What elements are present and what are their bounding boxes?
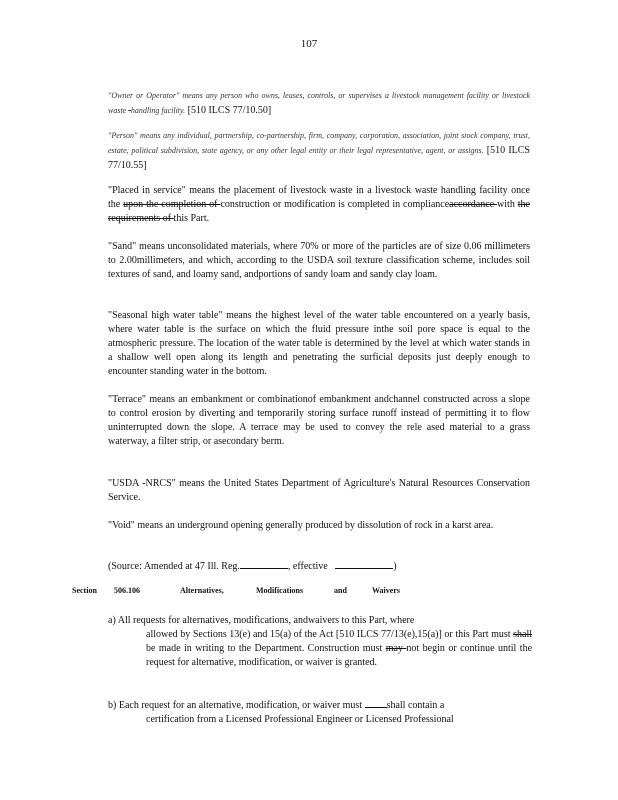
section-title-word: Modifications	[256, 586, 304, 595]
section-title-word: Waivers	[372, 586, 400, 595]
item-body	[108, 628, 532, 670]
blank-line	[365, 698, 387, 708]
deleted-text: may	[385, 643, 407, 654]
definition-usda-nrcs: "USDA -NRCS" means the United States Department of Agriculture's Natural Resources Conservation Service.	[108, 478, 530, 503]
definition-seasonal-high-water-table: "Seasonal high water table" means the highest level of the water table encountered on a yearly basis, where water table is the surface on which the fluid pressure inthe soil pore space is equal to the atmospheric pressure. The location of the water table is determined by the level at which water stands in a shallow well open along its length and penetrating the surficial deposits just deeply enough to encounter standing water in the bottom.	[108, 310, 530, 377]
definition-text: means any individual, partnership, co-partnership, firm, company, corporation, association, joint stock company, trust, estate, political subdivision, state agency, or any other legal entity or their legal representative, agent, or assigns.	[108, 131, 530, 155]
source-text: )	[393, 561, 397, 572]
statute-citation: [510 ILCS 77/10.50]	[185, 105, 272, 116]
deleted-text: shall	[513, 629, 532, 640]
deleted-text: -	[128, 106, 131, 115]
definition-person	[108, 128, 530, 173]
deleted-text: the requirements of	[108, 199, 530, 224]
item-lead: a) All requests for alternatives, modifications, andwaivers to this Part, where	[108, 615, 415, 626]
definition-text: means any person who owns, leases, controls, or supervises a livestock management facility or livestock waste	[108, 91, 530, 115]
deleted-text: upon the completion of	[123, 199, 221, 210]
item-text: b) Each request for an alternative, modification, or waiver must	[108, 700, 365, 711]
item-text: not begin or continue until the request for alternative, modification, or waiver is granted.	[146, 643, 533, 668]
page-number: 107	[300, 38, 318, 50]
section-title-word: and	[334, 586, 347, 595]
item-lead	[108, 698, 532, 713]
source-text: (Source: Amended at 47 Ill. Reg.	[108, 561, 240, 572]
definition-sand: "Sand" means unconsolidated materials, where 70% or more of the particles are of size 0.06 millimeters to 2.00millimeters, and which, according to the USDA soil texture classification scheme, includes soil textures of sand, and loamy sand, andportions of sandy loam and sandy clay loam.	[108, 241, 530, 280]
section-label: Section	[72, 586, 97, 595]
blank-line	[335, 559, 393, 569]
definition-term: "Owner or Operator"	[108, 91, 180, 100]
definition-text: construction or modification is completed in compliance	[220, 199, 450, 210]
definition-text-continued: handling facility.	[130, 106, 186, 115]
list-item-b	[108, 698, 532, 727]
definition-text: this Part.	[173, 213, 210, 224]
definition-placed-in-service	[108, 184, 530, 226]
deleted-text: accordance	[449, 199, 498, 210]
statute-citation: [510 ILCS 77/10.55]	[108, 145, 530, 171]
section-number: 506.106	[114, 586, 140, 595]
blank-line	[240, 559, 288, 569]
definition-term: "Person"	[108, 131, 138, 140]
section-title-word: Alternatives,	[180, 586, 224, 595]
definition-terrace: "Terrace" means an embankment or combinationof embankment andchannel constructed across a slope to control erosion by diverting and temporarily storing surface runoff instead of permitting it to flow uninterrupted down the slope. A terrace may be used to convey the rele ased material to a grass waterway, a filter strip, or asecondary berm.	[108, 394, 530, 447]
source-note	[108, 559, 530, 574]
item-text: allowed by Sections 13(e) and 15(a) of the Act [510 ILCS 77/13(e),15(a)] or this Part must	[146, 629, 514, 640]
item-text: be made in writing to the Department. Construction must	[146, 643, 386, 654]
item-text: shall contain a	[386, 700, 445, 711]
source-text: , effective	[287, 561, 328, 572]
definition-void: "Void" means an underground opening generally produced by dissolution of rock in a karst area.	[108, 520, 494, 531]
list-item-a	[108, 614, 532, 670]
definition-text: "Placed in service" means the placement of livestock waste in a livestock waste handling facility once the	[108, 185, 530, 210]
item-body: certification from a Licensed Professional Engineer or Licensed Professional	[146, 714, 454, 725]
definition-text: with	[497, 199, 518, 210]
definition-owner-operator	[108, 88, 530, 118]
